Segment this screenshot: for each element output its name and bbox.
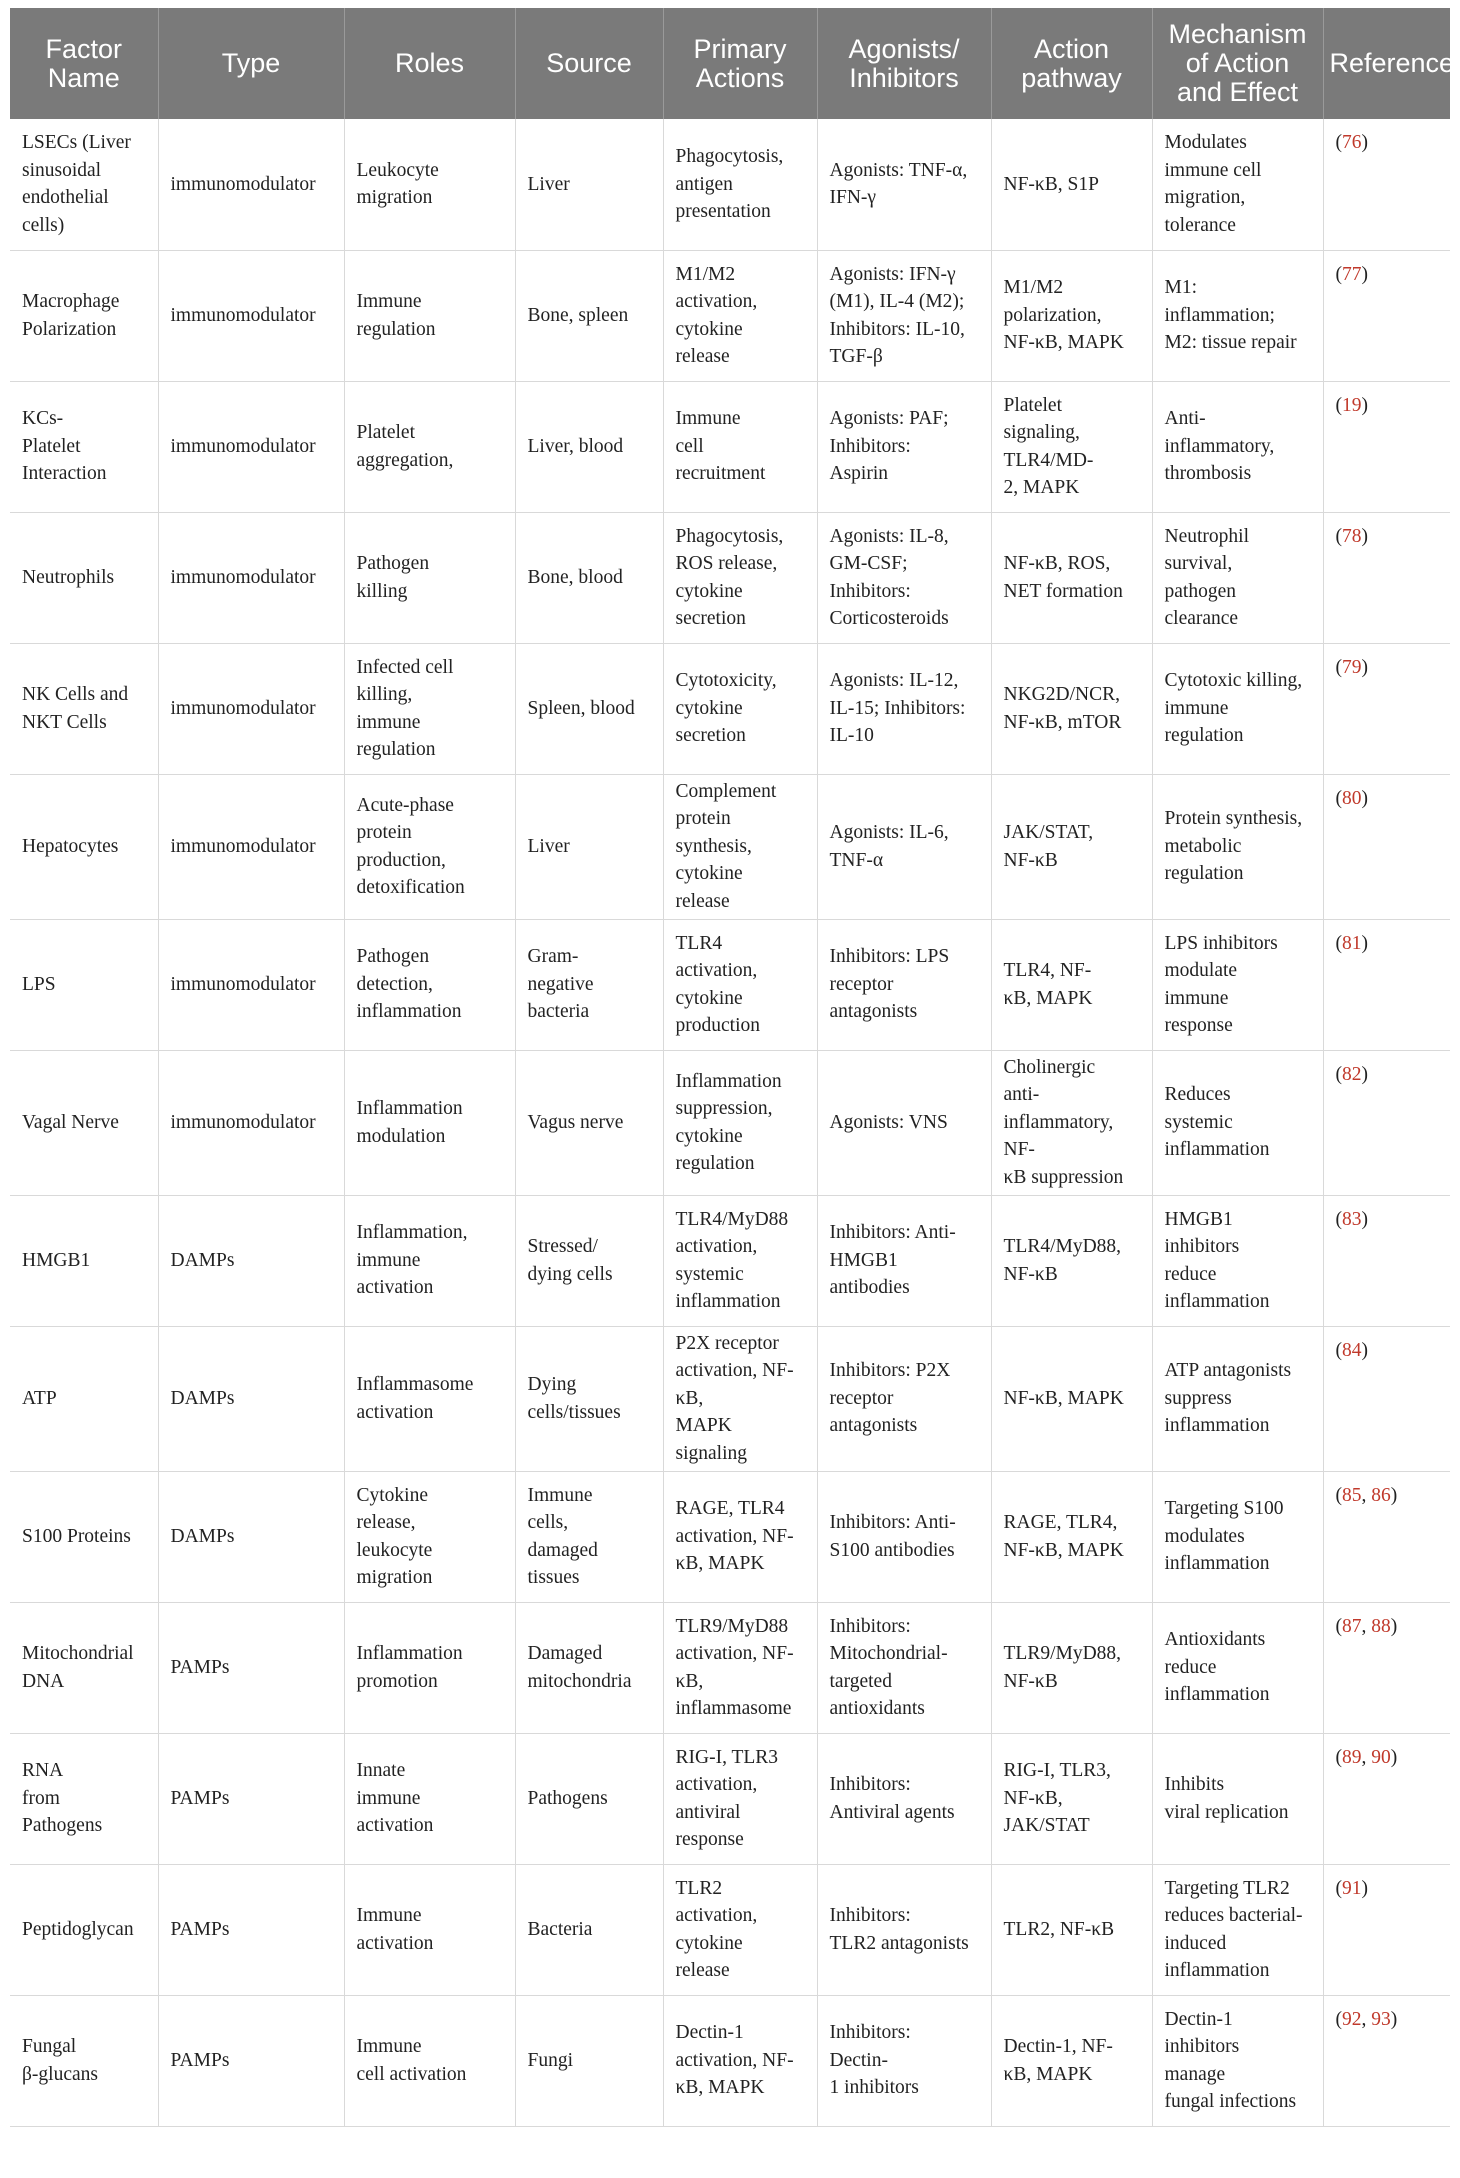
header-agonists-inhibitors: Agonists/ Inhibitors	[817, 8, 991, 119]
cell-reference: (87, 88)	[1323, 1602, 1450, 1733]
cell-source: Liver	[515, 119, 663, 250]
cell-source: Fungi	[515, 1995, 663, 2126]
cell-roles: Infected cell killing, immune regulation	[344, 643, 515, 774]
cell-action-pathway: M1/M2 polarization, NF-κB, MAPK	[991, 250, 1152, 381]
cell-factor-name: Peptidoglycan	[10, 1864, 158, 1995]
cell-source: Spleen, blood	[515, 643, 663, 774]
reference-link[interactable]: 77	[1342, 263, 1362, 285]
cell-agonists-inhibitors: Agonists: TNF-α, IFN-γ	[817, 119, 991, 250]
header-primary-actions: Primary Actions	[663, 8, 817, 119]
cell-agonists-inhibitors: Inhibitors: Dectin- 1 inhibitors	[817, 1995, 991, 2126]
cell-type: immunomodulator	[158, 381, 344, 512]
cell-type: PAMPs	[158, 1733, 344, 1864]
cell-agonists-inhibitors: Agonists: IL-6, TNF-α	[817, 774, 991, 919]
table-row	[10, 250, 1450, 381]
cell-primary-actions: Immune cell recruitment	[663, 381, 817, 512]
table-row	[10, 1195, 1450, 1326]
cell-factor-name: LSECs (Liver sinusoidal endothelial cells)	[10, 119, 158, 250]
cell-type: PAMPs	[158, 1864, 344, 1995]
cell-roles: Cytokine release, leukocyte migration	[344, 1471, 515, 1602]
table-row	[10, 1602, 1450, 1733]
reference-link[interactable]: 79	[1342, 656, 1362, 678]
cell-reference: (79)	[1323, 643, 1450, 774]
cell-mechanism: Antioxidants reduce inflammation	[1152, 1602, 1323, 1733]
reference-link[interactable]: 84	[1342, 1339, 1362, 1361]
cell-factor-name: Fungal β-glucans	[10, 1995, 158, 2126]
cell-agonists-inhibitors: Agonists: IL-8, GM-CSF; Inhibitors: Corticosteroids	[817, 512, 991, 643]
cell-reference: (89, 90)	[1323, 1733, 1450, 1864]
cell-primary-actions: RAGE, TLR4 activation, NF- κB, MAPK	[663, 1471, 817, 1602]
cell-factor-name: HMGB1	[10, 1195, 158, 1326]
reference-link[interactable]: 85	[1342, 1484, 1362, 1506]
table-row	[10, 919, 1450, 1050]
cell-primary-actions: Dectin-1 activation, NF- κB, MAPK	[663, 1995, 817, 2126]
cell-primary-actions: Phagocytosis, ROS release, cytokine secretion	[663, 512, 817, 643]
cell-agonists-inhibitors: Inhibitors: Anti- S100 antibodies	[817, 1471, 991, 1602]
header-row	[10, 8, 1450, 119]
cell-reference: (84)	[1323, 1326, 1450, 1471]
reference-link[interactable]: 80	[1342, 787, 1362, 809]
cell-agonists-inhibitors: Agonists: IFN-γ (M1), IL-4 (M2); Inhibitors: IL-10, TGF-β	[817, 250, 991, 381]
cell-primary-actions: Cytotoxicity, cytokine secretion	[663, 643, 817, 774]
table-row	[10, 1733, 1450, 1864]
cell-source: Liver, blood	[515, 381, 663, 512]
cell-reference: (77)	[1323, 250, 1450, 381]
reference-link[interactable]: 92	[1342, 2008, 1362, 2030]
reference-link[interactable]: 82	[1342, 1063, 1362, 1085]
reference-link[interactable]: 81	[1342, 932, 1362, 954]
cell-action-pathway: Platelet signaling, TLR4/MD- 2, MAPK	[991, 381, 1152, 512]
cell-action-pathway: TLR2, NF-κB	[991, 1864, 1152, 1995]
header-reference: Reference	[1323, 8, 1450, 119]
header-roles: Roles	[344, 8, 515, 119]
cell-mechanism: Inhibits viral replication	[1152, 1733, 1323, 1864]
cell-factor-name: NK Cells and NKT Cells	[10, 643, 158, 774]
header-action-pathway: Action pathway	[991, 8, 1152, 119]
cell-agonists-inhibitors: Agonists: VNS	[817, 1050, 991, 1195]
cell-mechanism: Dectin-1 inhibitors manage fungal infections	[1152, 1995, 1323, 2126]
cell-source: Vagus nerve	[515, 1050, 663, 1195]
cell-type: immunomodulator	[158, 250, 344, 381]
cell-roles: Immune cell activation	[344, 1995, 515, 2126]
table-row	[10, 512, 1450, 643]
cell-mechanism: M1: inflammation; M2: tissue repair	[1152, 250, 1323, 381]
cell-primary-actions: Inflammation suppression, cytokine regulation	[663, 1050, 817, 1195]
cell-reference: (82)	[1323, 1050, 1450, 1195]
cell-type: immunomodulator	[158, 774, 344, 919]
header-source: Source	[515, 8, 663, 119]
cell-action-pathway: RIG-I, TLR3, NF-κB, JAK/STAT	[991, 1733, 1152, 1864]
cell-type: immunomodulator	[158, 119, 344, 250]
cell-mechanism: Targeting S100 modulates inflammation	[1152, 1471, 1323, 1602]
cell-factor-name: Mitochondrial DNA	[10, 1602, 158, 1733]
cell-reference: (76)	[1323, 119, 1450, 250]
cell-factor-name: Macrophage Polarization	[10, 250, 158, 381]
cell-agonists-inhibitors: Agonists: PAF; Inhibitors: Aspirin	[817, 381, 991, 512]
cell-primary-actions: M1/M2 activation, cytokine release	[663, 250, 817, 381]
cell-type: immunomodulator	[158, 919, 344, 1050]
cell-roles: Pathogen detection, inflammation	[344, 919, 515, 1050]
cell-action-pathway: TLR9/MyD88, NF-κB	[991, 1602, 1152, 1733]
table-row	[10, 381, 1450, 512]
cell-source: Damaged mitochondria	[515, 1602, 663, 1733]
cell-primary-actions: TLR2 activation, cytokine release	[663, 1864, 817, 1995]
cell-action-pathway: TLR4, NF- κB, MAPK	[991, 919, 1152, 1050]
cell-roles: Pathogen killing	[344, 512, 515, 643]
cell-reference: (19)	[1323, 381, 1450, 512]
cell-roles: Acute-phase protein production, detoxification	[344, 774, 515, 919]
cell-action-pathway: NF-κB, MAPK	[991, 1326, 1152, 1471]
cell-reference: (91)	[1323, 1864, 1450, 1995]
cell-action-pathway: NKG2D/NCR, NF-κB, mTOR	[991, 643, 1152, 774]
cell-source: Stressed/ dying cells	[515, 1195, 663, 1326]
cell-reference: (92, 93)	[1323, 1995, 1450, 2126]
cell-mechanism: Neutrophil survival, pathogen clearance	[1152, 512, 1323, 643]
header-factor-name: Factor Name	[10, 8, 158, 119]
cell-roles: Leukocyte migration	[344, 119, 515, 250]
cell-source: Bacteria	[515, 1864, 663, 1995]
cell-primary-actions: TLR4 activation, cytokine production	[663, 919, 817, 1050]
cell-primary-actions: RIG-I, TLR3 activation, antiviral response	[663, 1733, 817, 1864]
cell-factor-name: RNA from Pathogens	[10, 1733, 158, 1864]
reference-link[interactable]: 86	[1371, 1484, 1391, 1506]
reference-link[interactable]: 19	[1342, 394, 1362, 416]
reference-link[interactable]: 76	[1342, 132, 1362, 153]
cell-reference: (81)	[1323, 919, 1450, 1050]
reference-link[interactable]: 91	[1342, 1877, 1362, 1899]
cell-action-pathway: Dectin-1, NF- κB, MAPK	[991, 1995, 1152, 2126]
cell-primary-actions: TLR9/MyD88 activation, NF- κB, inflammasome	[663, 1602, 817, 1733]
table-row	[10, 1995, 1450, 2126]
cell-factor-name: ATP	[10, 1326, 158, 1471]
cell-source: Gram- negative bacteria	[515, 919, 663, 1050]
cell-agonists-inhibitors: Inhibitors: Mitochondrial- targeted antioxidants	[817, 1602, 991, 1733]
table-row	[10, 1471, 1450, 1602]
cell-roles: Innate immune activation	[344, 1733, 515, 1864]
cell-factor-name: Vagal Nerve	[10, 1050, 158, 1195]
reference-link[interactable]: 87	[1342, 1615, 1362, 1637]
cell-primary-actions: TLR4/MyD88 activation, systemic inflammation	[663, 1195, 817, 1326]
cell-source: Bone, blood	[515, 512, 663, 643]
cell-primary-actions: P2X receptor activation, NF- κB, MAPK signaling	[663, 1326, 817, 1471]
cell-roles: Inflammation promotion	[344, 1602, 515, 1733]
cell-agonists-inhibitors: Inhibitors: LPS receptor antagonists	[817, 919, 991, 1050]
cell-factor-name: Neutrophils	[10, 512, 158, 643]
cell-type: DAMPs	[158, 1326, 344, 1471]
cell-agonists-inhibitors: Inhibitors: TLR2 antagonists	[817, 1864, 991, 1995]
cell-action-pathway: Cholinergic anti- inflammatory, NF- κB suppression	[991, 1050, 1152, 1195]
cell-type: PAMPs	[158, 1995, 344, 2126]
cell-roles: Immune activation	[344, 1864, 515, 1995]
cell-action-pathway: NF-κB, ROS, NET formation	[991, 512, 1152, 643]
reference-link[interactable]: 93	[1371, 2008, 1391, 2030]
cell-factor-name: S100 Proteins	[10, 1471, 158, 1602]
table-row	[10, 643, 1450, 774]
cell-factor-name: Hepatocytes	[10, 774, 158, 919]
cell-roles: Inflammation modulation	[344, 1050, 515, 1195]
cell-source: Dying cells/tissues	[515, 1326, 663, 1471]
cell-mechanism: Modulates immune cell migration, tolerance	[1152, 119, 1323, 250]
header-type: Type	[158, 8, 344, 119]
cell-primary-actions: Phagocytosis, antigen presentation	[663, 119, 817, 250]
cell-action-pathway: TLR4/MyD88, NF-κB	[991, 1195, 1152, 1326]
cell-roles: Inflammation, immune activation	[344, 1195, 515, 1326]
cell-type: immunomodulator	[158, 512, 344, 643]
header-mechanism: Mechanism of Action and Effect	[1152, 8, 1323, 119]
cell-primary-actions: Complement protein synthesis, cytokine release	[663, 774, 817, 919]
reference-link[interactable]: 89	[1342, 1746, 1362, 1768]
cell-agonists-inhibitors: Inhibitors: P2X receptor antagonists	[817, 1326, 991, 1471]
cell-roles: Immune regulation	[344, 250, 515, 381]
cell-reference: (78)	[1323, 512, 1450, 643]
table-row	[10, 1050, 1450, 1195]
cell-mechanism: Protein synthesis, metabolic regulation	[1152, 774, 1323, 919]
reference-link[interactable]: 90	[1371, 1746, 1391, 1768]
cell-roles: Inflammasome activation	[344, 1326, 515, 1471]
cell-source: Liver	[515, 774, 663, 919]
cell-mechanism: Targeting TLR2 reduces bacterial- induced inflammation	[1152, 1864, 1323, 1995]
cell-mechanism: ATP antagonists suppress inflammation	[1152, 1326, 1323, 1471]
table-row	[10, 119, 1450, 250]
table-row	[10, 1864, 1450, 1995]
cell-type: DAMPs	[158, 1471, 344, 1602]
cell-type: immunomodulator	[158, 1050, 344, 1195]
cell-source: Pathogens	[515, 1733, 663, 1864]
table-row	[10, 1326, 1450, 1471]
cell-action-pathway: JAK/STAT, NF-κB	[991, 774, 1152, 919]
cell-mechanism: Cytotoxic killing, immune regulation	[1152, 643, 1323, 774]
cell-mechanism: Anti- inflammatory, thrombosis	[1152, 381, 1323, 512]
cell-reference: (80)	[1323, 774, 1450, 919]
cell-factor-name: KCs- Platelet Interaction	[10, 381, 158, 512]
table-row	[10, 774, 1450, 919]
cell-reference: (83)	[1323, 1195, 1450, 1326]
cell-action-pathway: RAGE, TLR4, NF-κB, MAPK	[991, 1471, 1152, 1602]
factor-table	[10, 8, 1455, 2127]
cell-type: DAMPs	[158, 1195, 344, 1326]
cell-agonists-inhibitors: Inhibitors: Anti- HMGB1 antibodies	[817, 1195, 991, 1326]
cell-agonists-inhibitors: Inhibitors: Antiviral agents	[817, 1733, 991, 1864]
cell-mechanism: HMGB1 inhibitors reduce inflammation	[1152, 1195, 1323, 1326]
cell-type: PAMPs	[158, 1602, 344, 1733]
cell-action-pathway: NF-κB, S1P	[991, 119, 1152, 250]
cell-factor-name: LPS	[10, 919, 158, 1050]
cell-roles: Platelet aggregation,	[344, 381, 515, 512]
cell-agonists-inhibitors: Agonists: IL-12, IL-15; Inhibitors: IL-10	[817, 643, 991, 774]
reference-link[interactable]: 83	[1342, 1208, 1362, 1230]
cell-reference: (85, 86)	[1323, 1471, 1450, 1602]
cell-mechanism: Reduces systemic inflammation	[1152, 1050, 1323, 1195]
reference-link[interactable]: 88	[1371, 1615, 1391, 1637]
cell-type: immunomodulator	[158, 643, 344, 774]
reference-link[interactable]: 78	[1342, 525, 1362, 547]
cell-mechanism: LPS inhibitors modulate immune response	[1152, 919, 1323, 1050]
cell-source: Immune cells, damaged tissues	[515, 1471, 663, 1602]
cell-source: Bone, spleen	[515, 250, 663, 381]
